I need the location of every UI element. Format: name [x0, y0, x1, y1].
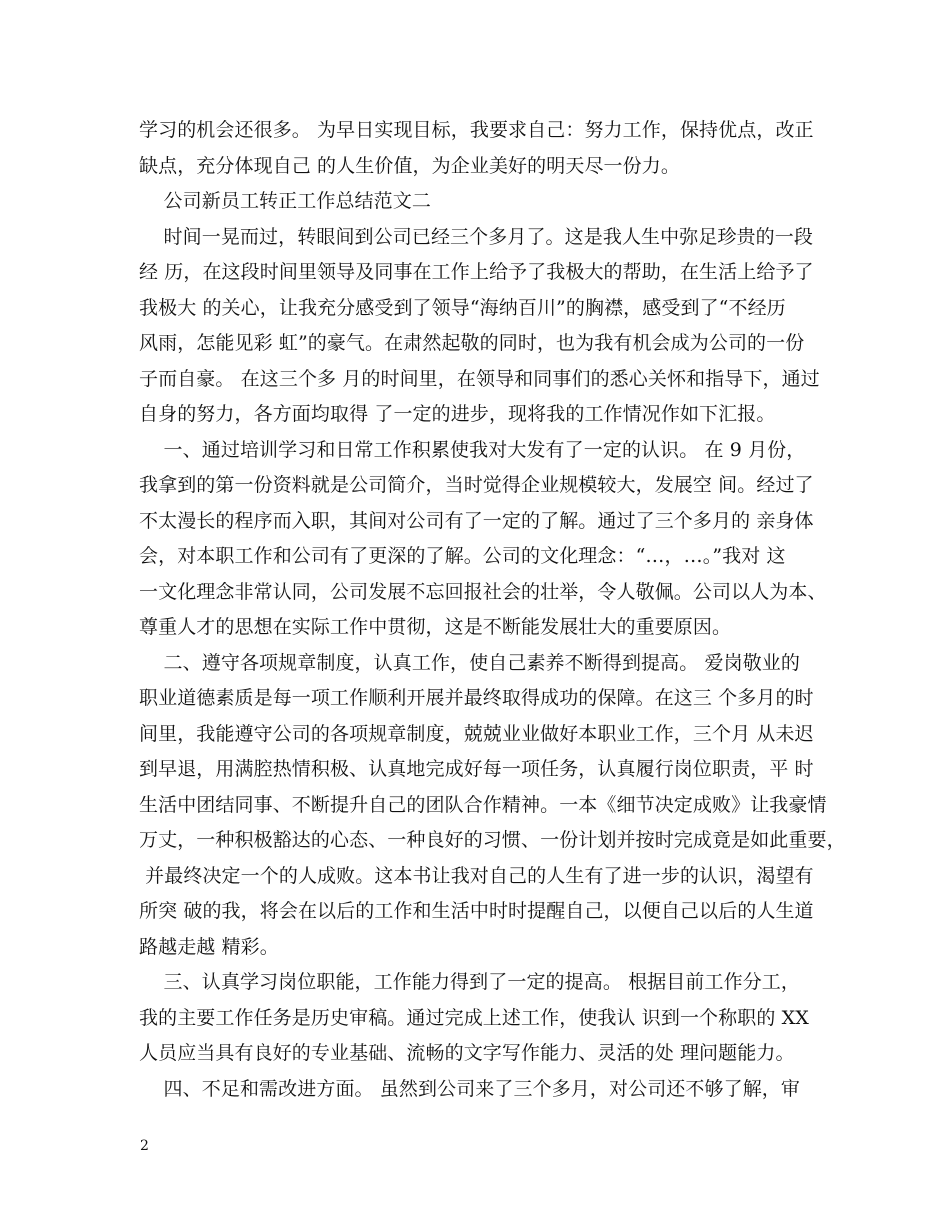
text-line: 所突 破的我，将会在以后的工作和生活中时时提醒自己，以便自己以后的人生道: [139, 900, 814, 922]
text-line: 一、通过培训学习和日常工作积累使我对大发有了一定的认识。 在 9 月份，: [139, 438, 806, 461]
text-line: 一文化理念非常认同，公司发展不忘回报社会的壮举，令人敬佩。公司以人为本、: [139, 580, 827, 603]
text-line: 不太漫长的程序而入职，其间对公司有了一定的了解。通过了三个多月的 亲身体: [139, 509, 814, 532]
text-line: 我的主要工作任务是历史审稿。通过完成上述工作，使我认 识到一个称职的 XX: [139, 1006, 809, 1029]
text-line: 缺点，充分体现自己 的人生价值，为企业美好的明天尽一份力。: [139, 154, 680, 177]
page-number: 2: [140, 1138, 149, 1154]
section-heading: 公司新员工转正工作总结范文二: [139, 190, 431, 212]
text-line: 学习的机会还很多。 为早日实现目标，我要求自己：努力工作，保持优点，改正: [139, 119, 814, 141]
text-line: 自身的努力，各方面均取得 了一定的进步，现将我的工作情况作如下汇报。: [139, 403, 776, 425]
text-line: 尊重人才的思想在实际工作中贯彻，这是不断能发展壮大的重要原因。: [139, 616, 732, 638]
text-line: 路越走越 精彩。: [139, 935, 279, 958]
text-line: 二、遵守各项规章制度，认真工作，使自己素养不断得到提高。 爱岗敬业的: [139, 651, 800, 674]
text-line: 到早退，用满腔热情积极、认真地完成好每一项任务，认真履行岗位职责，平 时: [139, 758, 814, 780]
text-line: 四、不足和需改进方面。 虽然到公司来了三个多月，对公司还不够了解，审: [139, 1077, 800, 1100]
text-line: 人员应当具有良好的专业基础、流畅的文字写作能力、灵活的处 理问题能力。: [139, 1042, 795, 1064]
text-line: 会，对本职工作和公司有了更深的了解。公司的文化理念：“…，…。”我对 这: [139, 545, 786, 567]
text-line: 子而自豪。 在这三个多 月的时间里，在领导和同事们的悉心关怀和指导下，通过: [139, 367, 820, 390]
body-text: [139, 113, 846, 1107]
text-line: 时间一晃而过，转眼间到公司已经三个多月了。这是我人生中弥足珍贵的一段: [139, 225, 813, 248]
text-line: 并最终决定一个的人成败。这本书让我对自己的人生有了进一步的认识，渴望有: [139, 864, 814, 887]
text-line: 我极大 的关心，让我充分感受到了领导“海纳百川”的胸襟，感受到了“不经历: [139, 296, 786, 319]
text-line: 万丈，一种积极豁达的心态、一种良好的习惯、一份计划并按时完成竟是如此重要，: [139, 829, 846, 851]
text-line: 职业道德素质是每一项工作顺利开展并最终取得成功的保障。在这三 个多月的时: [139, 687, 814, 709]
text-line: 生活中团结同事、不断提升自己的团队合作精神。一本《细节决定成败》让我豪情: [139, 793, 827, 816]
text-line: 间里，我能遵守公司的各项规章制度，兢兢业业做好本职业工作，三个月 从未迟: [139, 722, 814, 745]
text-line: 经 历，在这段时间里领导及同事在工作上给予了我极大的帮助，在生活上给予了: [139, 261, 814, 283]
text-line: 三、认真学习岗位职能，工作能力得到了一定的提高。 根据目前工作分工，: [139, 971, 800, 993]
text-line: 我拿到的第一份资料就是公司简介，当时觉得企业规模较大，发展空 间。经过了: [139, 474, 814, 496]
text-line: 风雨，怎能见彩 虹”的豪气。在肃然起敬的同时，也为我有机会成为公司的一份: [139, 332, 805, 354]
